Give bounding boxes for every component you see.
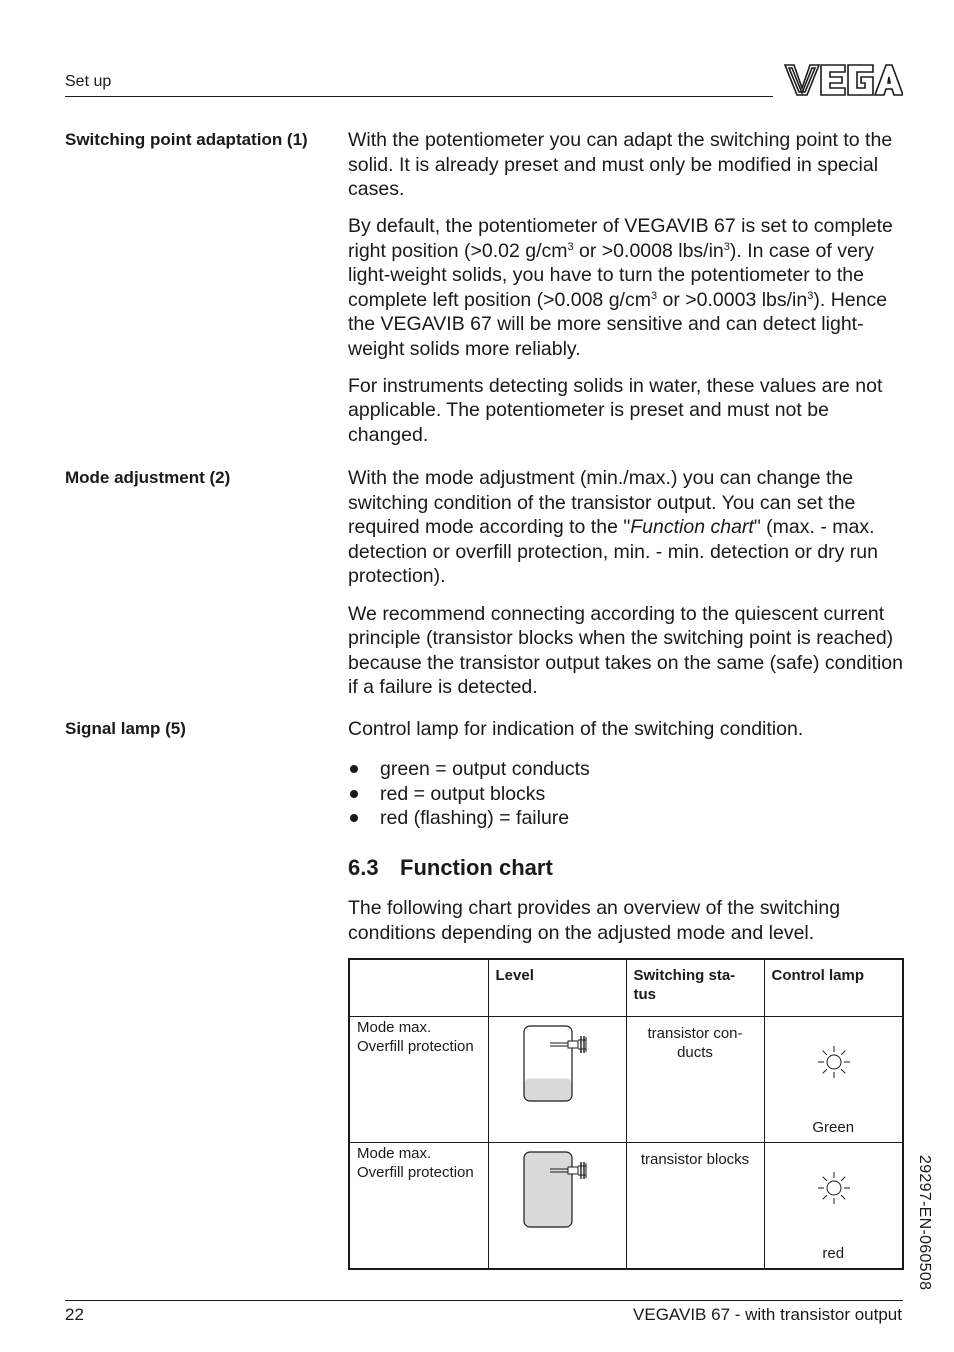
header-cell-empty: [349, 959, 488, 1017]
level-cell: [488, 1017, 626, 1143]
function-chart-table: [348, 958, 904, 1270]
lamp-icon: [817, 1171, 851, 1205]
switching-point-heading: Switching point adaptation (1): [65, 130, 308, 149]
function-chart-intro: The following chart provides an overview of the switching conditions depending on the adjusted mode and level.: [348, 897, 841, 944]
footer-document-title: VEGAVIB 67 - with transistor output: [633, 1305, 902, 1324]
table-header-row: [349, 959, 903, 1017]
list-item: red = output blocks: [348, 782, 908, 807]
header-section-title: Set up: [65, 73, 112, 90]
mode-cell: Mode max. Overfill protection: [349, 1017, 488, 1143]
header-cell-level: Level: [488, 959, 626, 1017]
signal-lamp-body: [348, 717, 908, 831]
vega-logo: [783, 62, 903, 98]
switching-point-p1: With the potentiometer you can adapt the switching point to the solid. It is already preset and must only be modified in special cases.: [348, 129, 893, 200]
list-item: green = output conducts: [348, 757, 908, 782]
signal-lamp-heading: Signal lamp (5): [65, 719, 186, 738]
signal-lamp-intro: Control lamp for indication of the switching condition.: [348, 718, 804, 740]
footer-rule: [65, 1300, 903, 1301]
document-code: 29297-EN-060508: [916, 1155, 933, 1291]
mode-adjustment-heading: Mode adjustment (2): [65, 468, 231, 487]
control-lamp-cell: [764, 1017, 903, 1143]
switching-point-p2: By default, the potentiometer of VEGAVIB 67 is set to complete right position (>0.02 $g/cm^3$ or >0.0008 lbs/$in^3$). In case of very light-weight solids, you have to turn the potentiometer to the complete left position (>0.008 $g/cm^3$ or >0.0003 lbs/$in^3$). Hence the VEGAVIB 67 will be more sensitive and can detect light-weight solids more reliably.: [348, 215, 893, 360]
lamp-color-label: Green: [812, 1119, 855, 1136]
page-number: 22: [65, 1305, 84, 1324]
lamp-icon: [817, 1045, 851, 1079]
table-row: [349, 1017, 903, 1143]
level-cell: [488, 1143, 626, 1270]
switching-status-cell: transistor blocks: [626, 1143, 764, 1270]
switching-point-body: [348, 128, 908, 447]
mode-adjustment-body: [348, 466, 908, 700]
switching-status-cell: transistor con- ducts: [626, 1017, 764, 1143]
mode-adjustment-p2: We recommend connecting according to the quiescent current principle (transistor blocks when the switching point is reached) because the transistor output takes on the same (safe) condition if a failure is detected.: [348, 602, 903, 698]
mode-adjustment-p1: With the mode adjustment (min./max.) you can change the switching condition of the transistor output. You can set the required mode according to the "Function chart" (max. - max. detection or overfill protection, min. - min. detection or dry run protection).: [348, 467, 878, 587]
section-heading: 6.3 Function chart: [348, 855, 553, 880]
table-row: [349, 1143, 903, 1270]
header-cell-control-lamp: Control lamp: [764, 959, 903, 1017]
switching-point-p3: For instruments detecting solids in water, these values are not applicable. The potentiometer is preset and must not be changed.: [348, 374, 883, 446]
vessel-level-icon: [523, 1151, 603, 1231]
signal-lamp-list: [348, 757, 908, 831]
lamp-color-label: red: [822, 1245, 845, 1262]
list-item: red (flashing) = failure: [348, 806, 908, 831]
vessel-level-icon: [523, 1025, 603, 1105]
control-lamp-cell: [764, 1143, 903, 1270]
mode-cell: Mode max. Overfill protection: [349, 1143, 488, 1270]
header-cell-switching-status: Switching sta- tus: [626, 959, 764, 1017]
header-rule: [65, 96, 773, 97]
